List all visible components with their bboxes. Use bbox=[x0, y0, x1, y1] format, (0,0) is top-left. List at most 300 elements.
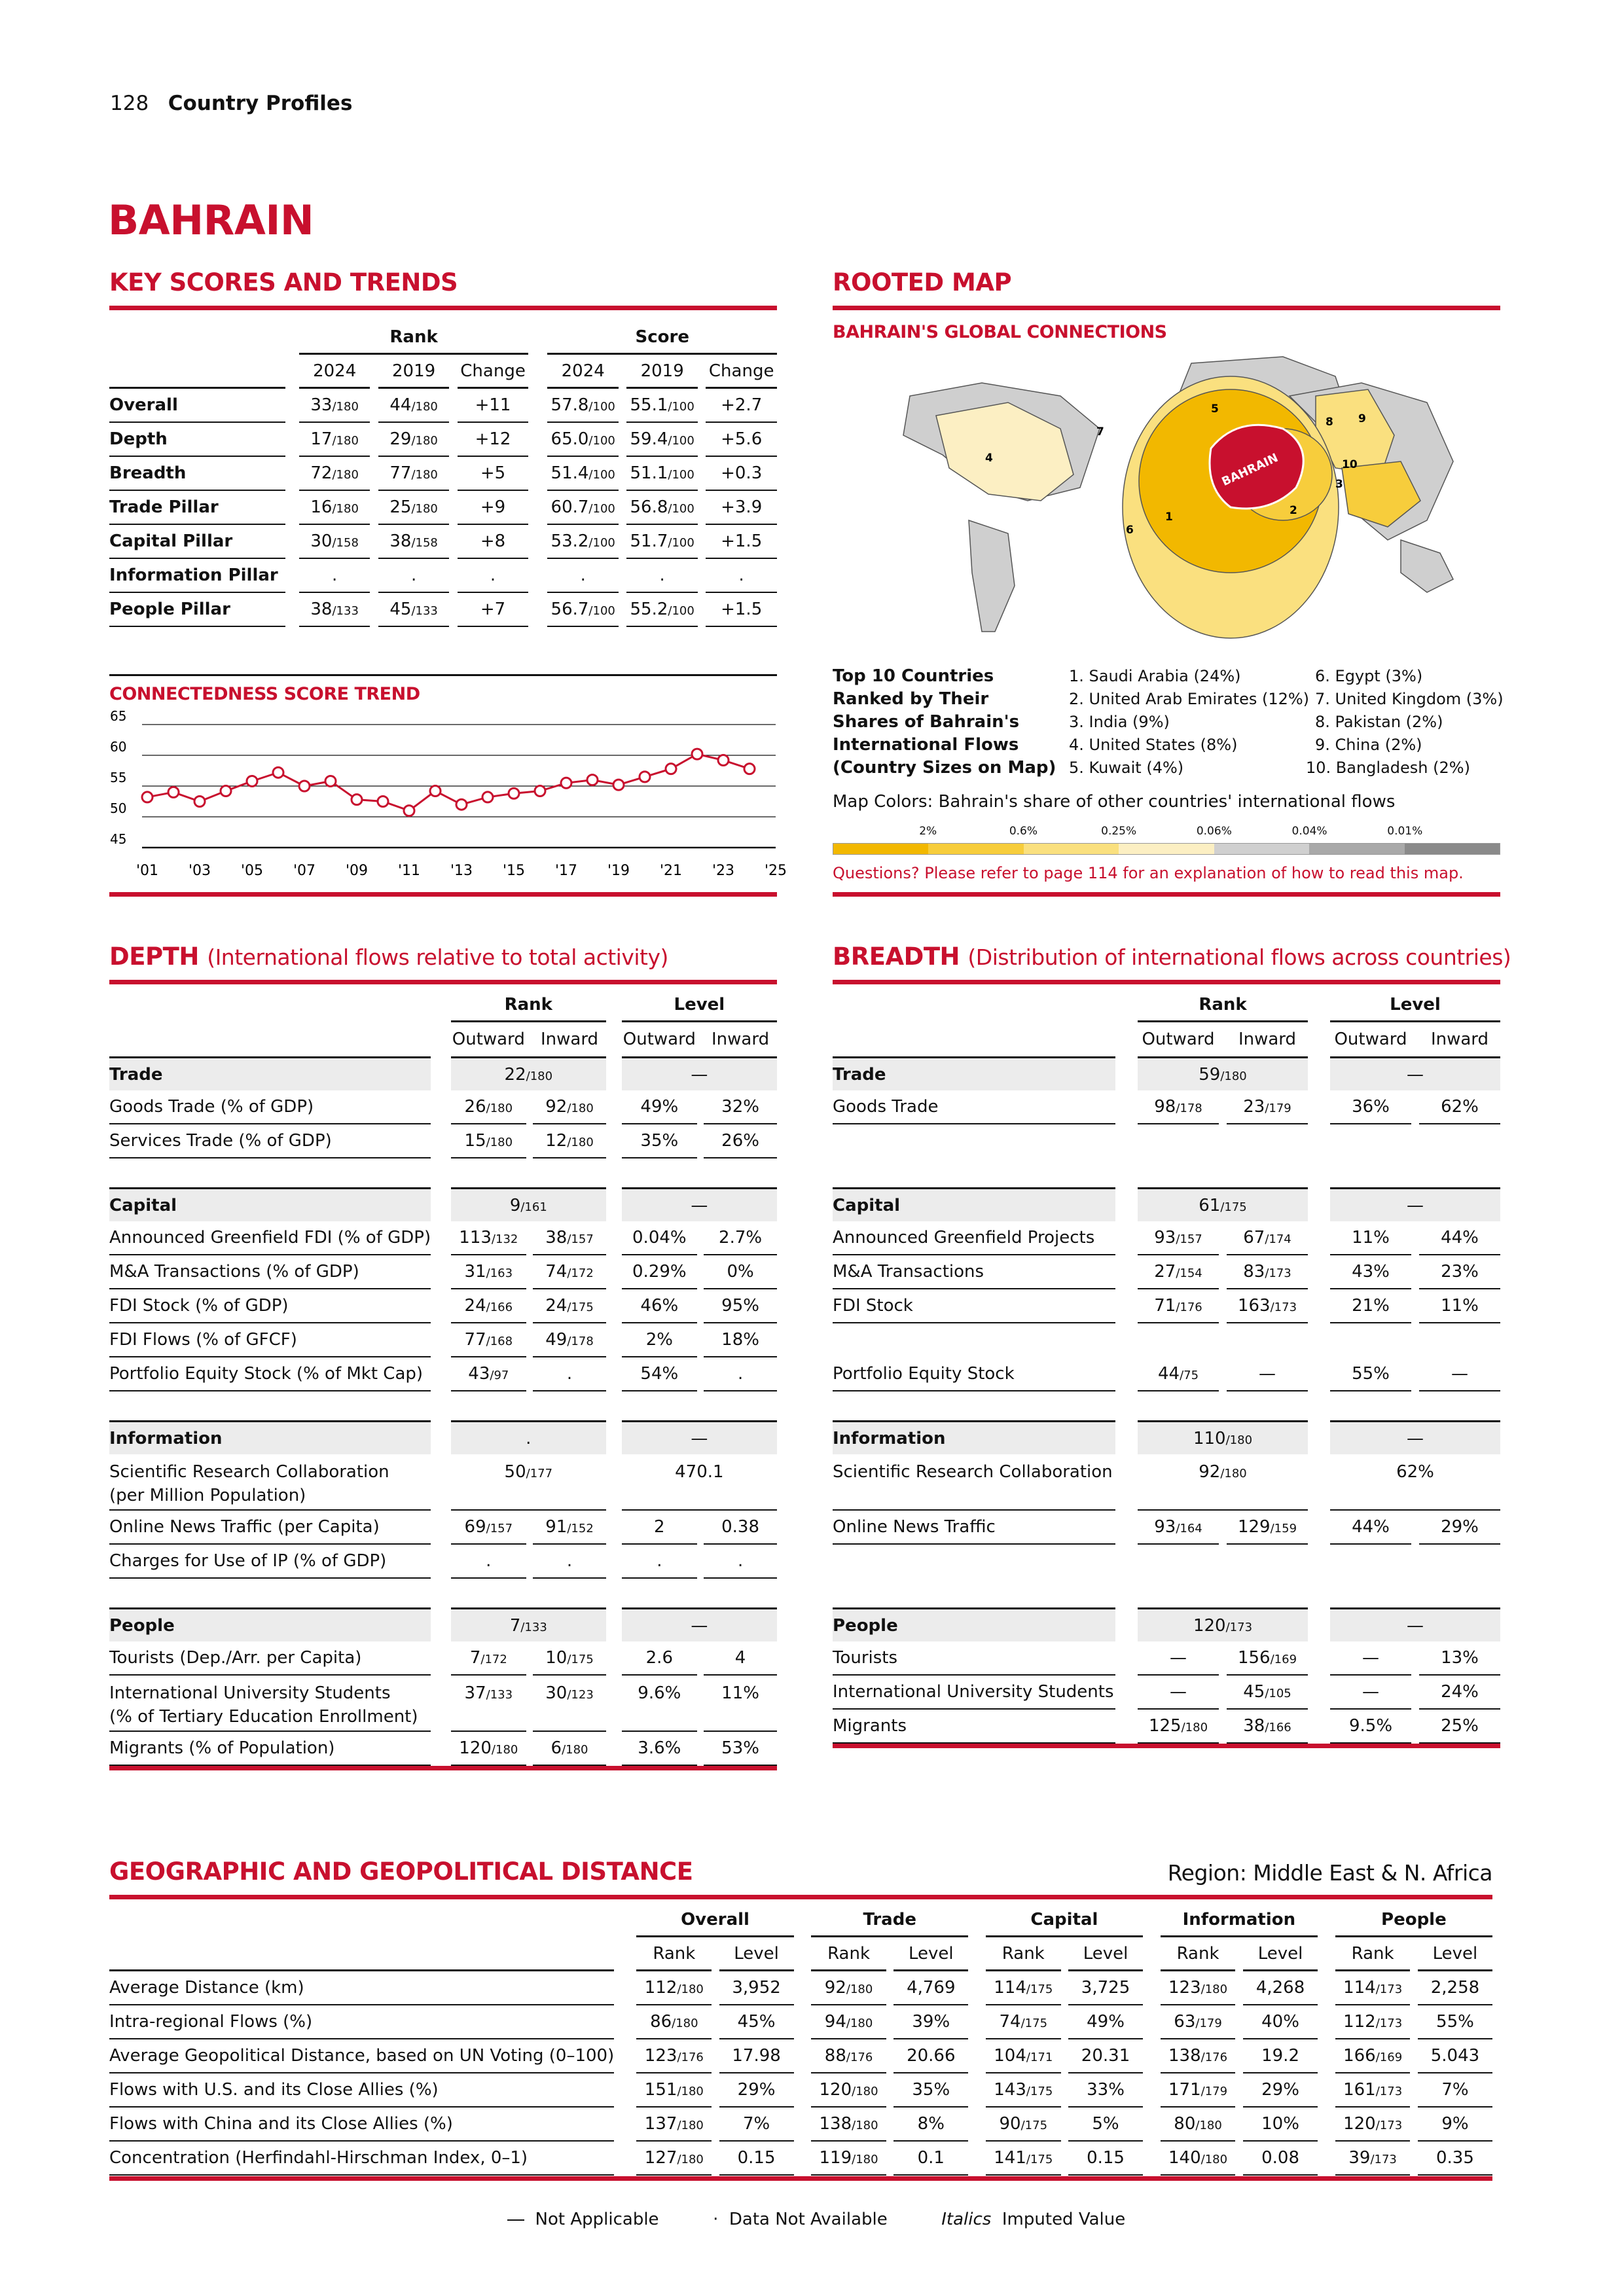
map-title: ROOTED MAP bbox=[833, 268, 1012, 296]
depth-outward-rank-value: . bbox=[486, 1551, 492, 1571]
key-score-2024-value: 57.8 bbox=[550, 395, 589, 415]
geo-row-label: Concentration (Herfindahl-Hirschman Index, 0–1) bbox=[109, 2142, 614, 2176]
geo-rank-denominator: /179 bbox=[1200, 2085, 1228, 2098]
geo-bar-bottom bbox=[109, 2176, 1492, 2181]
geo-rank-value: 92 bbox=[824, 1978, 846, 1998]
depth-col-header: Inward bbox=[712, 1030, 770, 1049]
depth-metric-label: Goods Trade (% of GDP) bbox=[109, 1090, 431, 1124]
depth-inward-rank-value: . bbox=[566, 1364, 573, 1384]
key-score-2024 bbox=[547, 593, 618, 627]
geo-group-header: Overall bbox=[636, 1903, 793, 1937]
depth-outward-rank-value: 7 bbox=[469, 1648, 481, 1668]
x-tick-label: '15 bbox=[502, 863, 526, 879]
y-tick-label: 60 bbox=[110, 739, 127, 755]
breadth-col-header: Outward bbox=[1334, 1030, 1407, 1049]
depth-metric-row bbox=[109, 1289, 777, 1323]
trend-point bbox=[378, 797, 388, 807]
key-rank-2024 bbox=[299, 423, 370, 457]
key-rank-2019-denominator: /180 bbox=[411, 400, 438, 414]
geo-rank-denominator: /180 bbox=[846, 1982, 873, 1996]
geo-level: 40% bbox=[1243, 2005, 1318, 2039]
trend-point bbox=[142, 792, 153, 802]
geo-col-rank: Rank bbox=[811, 1937, 886, 1971]
geo-bar bbox=[109, 1895, 1492, 1899]
depth-people-row bbox=[109, 1607, 777, 1641]
key-row bbox=[109, 559, 777, 593]
trend-point bbox=[561, 778, 571, 788]
geo-level: 9% bbox=[1418, 2108, 1492, 2142]
breadth-inward-level: 24% bbox=[1419, 1676, 1500, 1710]
breadth-inward-rank-value: 156 bbox=[1237, 1648, 1271, 1668]
depth-capital-rank bbox=[451, 1187, 606, 1221]
metric-label-line-1: Scientific Research Collaboration bbox=[833, 1462, 1113, 1482]
depth-outward-rank bbox=[451, 1221, 526, 1255]
depth-outward-rank-value: 120 bbox=[459, 1738, 492, 1758]
depth-outward-rank-denominator: /132 bbox=[491, 1232, 518, 1246]
key-score-2019 bbox=[626, 423, 697, 457]
depth-col-header: Inward bbox=[540, 1030, 599, 1049]
depth-people-rank bbox=[451, 1607, 606, 1641]
map-bar bbox=[833, 306, 1500, 310]
depth-metric-row bbox=[109, 1090, 777, 1124]
depth-metric-label: Migrants (% of Population) bbox=[109, 1732, 431, 1766]
x-tick-label: '11 bbox=[397, 863, 421, 879]
geo-row-label: Average Distance (km) bbox=[109, 1971, 614, 2005]
breadth-outward-rank bbox=[1138, 1289, 1219, 1323]
key-score-2024-denominator: /100 bbox=[588, 434, 615, 448]
geo-level: 39% bbox=[893, 2005, 968, 2039]
geo-rank-value: 140 bbox=[1168, 2148, 1201, 2168]
depth-inward-level: . bbox=[704, 1545, 777, 1579]
geo-rank-denominator: /180 bbox=[1200, 1982, 1228, 1996]
key-score-2019-denominator: /100 bbox=[668, 400, 695, 414]
top10-list-right bbox=[1306, 665, 1504, 780]
key-score-2024 bbox=[547, 457, 618, 491]
depth-rank-header: Rank bbox=[451, 988, 606, 1022]
breadth-metric-label: International University Students bbox=[833, 1676, 1115, 1710]
geo-rank-denominator: /180 bbox=[1200, 2153, 1228, 2166]
breadth-research-rank-value: 92 bbox=[1199, 1462, 1221, 1482]
depth-metric-row bbox=[109, 1323, 777, 1357]
depth-outward-level: 3.6% bbox=[622, 1732, 697, 1766]
trend-bar bbox=[109, 892, 777, 897]
key-score-2024-value: 65.0 bbox=[550, 429, 589, 449]
breadth-level-header: Level bbox=[1330, 988, 1500, 1022]
geo-row bbox=[109, 2039, 1492, 2073]
geo-rank-denominator: /176 bbox=[846, 2051, 873, 2064]
key-score-change: +1.5 bbox=[706, 593, 777, 627]
depth-title bbox=[109, 942, 668, 971]
depth-inward-rank-value: 38 bbox=[545, 1228, 568, 1247]
geo-rank bbox=[636, 2108, 712, 2142]
breadth-outward-rank bbox=[1138, 1641, 1219, 1676]
color-scale-label: 0.25% bbox=[1101, 825, 1137, 838]
depth-inward-rank bbox=[533, 1641, 606, 1676]
geo-col-level: Level bbox=[719, 1937, 794, 1971]
key-scores-bar bbox=[109, 306, 777, 310]
key-row bbox=[109, 593, 777, 627]
depth-outward-rank-value: 113 bbox=[459, 1228, 492, 1247]
depth-outward-rank bbox=[451, 1732, 526, 1766]
y-tick-label: 55 bbox=[110, 770, 127, 785]
breadth-outward-rank-value: 93 bbox=[1154, 1228, 1176, 1247]
metric-label-line-1: International University Students bbox=[109, 1683, 391, 1703]
color-scale-swatch bbox=[928, 844, 1023, 854]
key-score-change: +5.6 bbox=[706, 423, 777, 457]
breadth-metric-row bbox=[833, 1289, 1500, 1323]
geo-title: GEOGRAPHIC AND GEOPOLITICAL DISTANCE bbox=[109, 1857, 693, 1886]
depth-metric-row bbox=[109, 1454, 777, 1511]
geo-rank bbox=[1161, 2039, 1236, 2073]
depth-outward-rank-value: 31 bbox=[464, 1262, 486, 1282]
geo-level: 55% bbox=[1418, 2005, 1492, 2039]
geo-row bbox=[109, 2142, 1492, 2176]
metric-label-line-1: Scientific Research Collaboration bbox=[109, 1462, 389, 1482]
key-col-header: Change bbox=[706, 355, 777, 389]
trend-point bbox=[430, 786, 441, 797]
breadth-outward-level: 36% bbox=[1330, 1090, 1411, 1124]
y-tick-label: 50 bbox=[110, 800, 127, 816]
depth-inward-rank-denominator: /172 bbox=[567, 1266, 594, 1280]
geo-rank bbox=[1335, 2005, 1411, 2039]
depth-outward-rank-denominator: /97 bbox=[490, 1369, 509, 1382]
depth-inward-rank-value: 91 bbox=[545, 1517, 568, 1537]
depth-metric-label: Announced Greenfield FDI (% of GDP) bbox=[109, 1221, 431, 1255]
legend-not-available: Data Not Available bbox=[729, 2210, 888, 2229]
breadth-inward-rank-value: 45 bbox=[1243, 1682, 1265, 1702]
breadth-col-header: Inward bbox=[1430, 1030, 1489, 1049]
depth-metric-label: Portfolio Equity Stock (% of Mkt Cap) bbox=[109, 1357, 431, 1391]
breadth-outward-rank-value: 44 bbox=[1157, 1364, 1180, 1384]
key-score-2024-value: 56.7 bbox=[550, 600, 589, 619]
depth-outward-rank bbox=[451, 1641, 526, 1676]
depth-inward-rank-value: 24 bbox=[545, 1296, 568, 1316]
x-tick-label: '01 bbox=[135, 863, 159, 879]
key-rank-change: . bbox=[458, 559, 528, 593]
geo-rank-denominator: /175 bbox=[1020, 2119, 1048, 2132]
geo-level: 4,769 bbox=[893, 1971, 968, 2005]
breadth-inward-rank bbox=[1227, 1511, 1308, 1545]
breadth-inward-rank bbox=[1227, 1289, 1308, 1323]
page-number: 128 bbox=[110, 92, 149, 115]
depth-capital-rank-denominator: /161 bbox=[520, 1200, 547, 1214]
geo-rank-denominator: /175 bbox=[1020, 2017, 1048, 2030]
breadth-outward-rank-value: — bbox=[1170, 1682, 1187, 1702]
depth-metric-label bbox=[109, 1676, 431, 1732]
geo-row-label: Intra-regional Flows (%) bbox=[109, 2005, 614, 2039]
breadth-outward-rank bbox=[1138, 1357, 1219, 1391]
trend-chart bbox=[98, 708, 787, 880]
x-tick-label: '07 bbox=[293, 863, 316, 879]
depth-inward-rank bbox=[533, 1124, 606, 1158]
depth-people-rank-denominator: /133 bbox=[520, 1620, 547, 1634]
trend-point bbox=[325, 776, 336, 786]
top10-label bbox=[833, 665, 1056, 780]
breadth-people-rank bbox=[1138, 1607, 1308, 1641]
trend-point bbox=[247, 776, 257, 786]
key-rank-2019-value: . bbox=[410, 565, 417, 585]
geo-level: 7% bbox=[1418, 2073, 1492, 2108]
key-rank-2019 bbox=[378, 423, 449, 457]
key-score-2019 bbox=[626, 389, 697, 423]
geo-rank-value: 120 bbox=[819, 2080, 852, 2100]
key-rank-2019-denominator: /180 bbox=[411, 502, 438, 516]
geo-rank-value: 143 bbox=[994, 2080, 1026, 2100]
depth-information-rank bbox=[451, 1420, 606, 1454]
geo-rank bbox=[811, 2039, 886, 2073]
breadth-inward-rank-denominator: /179 bbox=[1265, 1102, 1291, 1115]
geo-rank-value: 86 bbox=[650, 2012, 672, 2032]
x-tick-label: '25 bbox=[764, 863, 787, 879]
geo-rank bbox=[1335, 1971, 1411, 2005]
geo-rank bbox=[1335, 2142, 1411, 2176]
depth-outward-rank bbox=[451, 1289, 526, 1323]
depth-inward-level: 2.7% bbox=[704, 1221, 777, 1255]
depth-metric-row bbox=[109, 1255, 777, 1289]
top10-item-10: 10. Bangladesh (2%) bbox=[1306, 759, 1470, 777]
top10-item-2: 2. United Arab Emirates (12%) bbox=[1069, 690, 1310, 708]
trend-line bbox=[147, 754, 749, 810]
depth-outward-rank-value: 24 bbox=[464, 1296, 486, 1316]
depth-inward-rank-denominator: /180 bbox=[562, 1743, 588, 1757]
depth-metric-label bbox=[109, 1454, 431, 1511]
breadth-outward-rank-denominator: /178 bbox=[1176, 1102, 1202, 1115]
section-name: Country Profiles bbox=[168, 92, 353, 115]
breadth-metric-row bbox=[833, 1710, 1500, 1744]
breadth-outward-rank-denominator: /154 bbox=[1176, 1266, 1202, 1280]
breadth-metric-row bbox=[833, 1221, 1500, 1255]
depth-outward-rank bbox=[451, 1357, 526, 1391]
geo-rank bbox=[636, 2005, 712, 2039]
geo-rank-value: 137 bbox=[644, 2114, 677, 2134]
breadth-trade-rank-denominator: /180 bbox=[1220, 1069, 1247, 1083]
breadth-outward-rank bbox=[1138, 1090, 1219, 1124]
geo-rank-denominator: /180 bbox=[677, 2153, 704, 2166]
geo-rank-value: 123 bbox=[644, 2046, 677, 2066]
geo-rank bbox=[811, 2108, 886, 2142]
depth-metric-row bbox=[109, 1732, 777, 1766]
key-row-label: Depth bbox=[109, 423, 285, 457]
geo-level: 5.043 bbox=[1418, 2039, 1492, 2073]
depth-trade-rank bbox=[451, 1056, 606, 1090]
key-rank-2024-value: . bbox=[332, 565, 338, 585]
depth-people-label: People bbox=[109, 1607, 431, 1641]
color-scale-label: 0.01% bbox=[1387, 825, 1423, 838]
depth-inward-level: 53% bbox=[704, 1732, 777, 1766]
geo-rank-denominator: /180 bbox=[852, 2119, 878, 2132]
geo-rank-value: 166 bbox=[1343, 2046, 1376, 2066]
geo-rank bbox=[811, 1971, 886, 2005]
breadth-metric-label: M&A Transactions bbox=[833, 1255, 1115, 1289]
depth-research-rank-denominator: /177 bbox=[526, 1467, 553, 1480]
key-row bbox=[109, 389, 777, 423]
metric-label-line-2: (per Million Population) bbox=[109, 1486, 306, 1505]
breadth-outward-rank-denominator: /75 bbox=[1180, 1369, 1199, 1382]
geo-rank-denominator: /180 bbox=[672, 2017, 698, 2030]
key-score-2019-denominator: /100 bbox=[668, 536, 695, 550]
breadth-inward-rank-denominator: /173 bbox=[1270, 1300, 1297, 1314]
depth-inward-rank-value: 49 bbox=[545, 1330, 568, 1350]
key-row-label: Overall bbox=[109, 389, 285, 423]
top10-item-6: 6. Egypt (3%) bbox=[1315, 667, 1423, 685]
key-rank-2024 bbox=[299, 559, 370, 593]
depth-level-header: Level bbox=[622, 988, 777, 1022]
key-rank-2024 bbox=[299, 593, 370, 627]
key-rank-2024-denominator: /180 bbox=[332, 468, 359, 482]
breadth-outward-rank bbox=[1138, 1710, 1219, 1744]
breadth-inward-rank bbox=[1227, 1090, 1308, 1124]
geo-rank-value: 171 bbox=[1168, 2080, 1201, 2100]
geo-rank bbox=[811, 2005, 886, 2039]
breadth-outward-rank-denominator: /164 bbox=[1176, 1522, 1202, 1535]
geo-rank-denominator: /179 bbox=[1195, 2017, 1222, 2030]
map-subtitle: BAHRAIN'S GLOBAL CONNECTIONS bbox=[833, 322, 1167, 342]
key-rank-2024 bbox=[299, 491, 370, 525]
depth-metric-row bbox=[109, 1357, 777, 1391]
breadth-people-label: People bbox=[833, 1607, 1115, 1641]
breadth-bar bbox=[833, 980, 1500, 984]
breadth-inward-level: 25% bbox=[1419, 1710, 1500, 1744]
breadth-outward-rank-value: 27 bbox=[1154, 1262, 1176, 1282]
breadth-information-level: — bbox=[1330, 1420, 1500, 1454]
geo-rank-denominator: /180 bbox=[677, 2085, 704, 2098]
key-score-2024 bbox=[547, 491, 618, 525]
map-number-1: 1 bbox=[1165, 511, 1173, 524]
depth-metric-label: Online News Traffic (per Capita) bbox=[109, 1511, 431, 1545]
breadth-inward-rank bbox=[1227, 1710, 1308, 1744]
depth-information-label: Information bbox=[109, 1420, 431, 1454]
score-group-header: Score bbox=[547, 321, 777, 355]
top10-label-line-1: Top 10 Countries bbox=[833, 666, 994, 686]
key-score-2024 bbox=[547, 559, 618, 593]
geo-rank-denominator: /180 bbox=[677, 2119, 704, 2132]
depth-capital-label: Capital bbox=[109, 1187, 431, 1221]
depth-information-row bbox=[109, 1420, 777, 1454]
geo-rank bbox=[1161, 2005, 1236, 2039]
geo-rank-denominator: /173 bbox=[1375, 1982, 1403, 1996]
breadth-metric-row bbox=[833, 1511, 1500, 1545]
depth-inward-rank-denominator: /123 bbox=[567, 1688, 594, 1702]
color-scale-label: 0.6% bbox=[1009, 825, 1038, 838]
depth-inward-rank-denominator: /180 bbox=[567, 1136, 594, 1149]
geo-rank-denominator: /180 bbox=[677, 1982, 704, 1996]
x-tick-label: '19 bbox=[607, 863, 630, 879]
breadth-inward-level: 62% bbox=[1419, 1090, 1500, 1124]
breadth-outward-level: 44% bbox=[1330, 1511, 1411, 1545]
depth-inward-rank-denominator: /180 bbox=[567, 1102, 594, 1115]
bahrain-map-label: BAHRAIN bbox=[1219, 450, 1280, 490]
key-rank-2024 bbox=[299, 457, 370, 491]
color-scale-labels bbox=[833, 825, 1500, 840]
depth-inward-rank-denominator: /152 bbox=[567, 1522, 594, 1535]
breadth-outward-rank-value: 93 bbox=[1154, 1517, 1176, 1537]
trend-point bbox=[168, 787, 179, 797]
key-row bbox=[109, 525, 777, 559]
depth-trade-level: — bbox=[622, 1056, 777, 1090]
depth-inward-rank-value: 92 bbox=[545, 1097, 568, 1117]
key-rank-change: +8 bbox=[458, 525, 528, 559]
geo-rank-value: 120 bbox=[1343, 2114, 1376, 2134]
map-number-8: 8 bbox=[1326, 416, 1333, 429]
key-score-2019 bbox=[626, 491, 697, 525]
trend-point bbox=[692, 749, 702, 759]
depth-trade-rank-value: 22 bbox=[504, 1064, 526, 1085]
geo-rank-value: 119 bbox=[819, 2148, 852, 2168]
geo-row bbox=[109, 2005, 1492, 2039]
x-tick-label: '03 bbox=[188, 863, 211, 879]
breadth-outward-rank-denominator: /157 bbox=[1176, 1232, 1202, 1246]
breadth-trade-row bbox=[833, 1056, 1500, 1090]
key-score-2019-value: 55.1 bbox=[630, 395, 668, 415]
depth-outward-rank bbox=[451, 1545, 526, 1579]
key-rank-2019 bbox=[378, 525, 449, 559]
breadth-outward-rank-value: 71 bbox=[1154, 1296, 1176, 1316]
legend bbox=[507, 2210, 1125, 2229]
geo-col-level: Level bbox=[1243, 1937, 1318, 1971]
color-scale-bar bbox=[833, 843, 1500, 855]
color-scale-swatch bbox=[1214, 844, 1309, 854]
breadth-inward-rank-value: 129 bbox=[1237, 1517, 1271, 1537]
key-score-change: +3.9 bbox=[706, 491, 777, 525]
key-score-2019-denominator: /100 bbox=[668, 468, 695, 482]
breadth-rank-header: Rank bbox=[1138, 988, 1308, 1022]
key-row bbox=[109, 457, 777, 491]
key-score-2024-value: 53.2 bbox=[550, 531, 589, 551]
map-number-3: 3 bbox=[1335, 478, 1343, 491]
breadth-people-rank-value: 120 bbox=[1193, 1615, 1226, 1636]
key-rank-2024-value: 72 bbox=[310, 463, 333, 483]
legend-not-applicable: Not Applicable bbox=[535, 2210, 659, 2229]
geo-rank-value: 74 bbox=[999, 2012, 1021, 2032]
color-scale-swatch bbox=[833, 844, 928, 854]
metric-label-line-2: (% of Tertiary Education Enrollment) bbox=[109, 1707, 418, 1727]
breadth-outward-level: — bbox=[1330, 1676, 1411, 1710]
trend-point bbox=[587, 775, 598, 785]
trend-point bbox=[718, 755, 729, 766]
geo-level: 29% bbox=[719, 2073, 794, 2108]
depth-inward-level: 95% bbox=[704, 1289, 777, 1323]
breadth-metric-label: Portfolio Equity Stock bbox=[833, 1357, 1115, 1391]
breadth-metric-row bbox=[833, 1255, 1500, 1289]
trend-point bbox=[666, 764, 676, 774]
geo-rank-value: 123 bbox=[1168, 1978, 1201, 1998]
geo-rank bbox=[636, 1971, 712, 2005]
geo-rank-value: 90 bbox=[999, 2114, 1021, 2134]
depth-inward-level: 4 bbox=[704, 1641, 777, 1676]
breadth-capital-label: Capital bbox=[833, 1187, 1115, 1221]
breadth-outward-rank-denominator: /180 bbox=[1181, 1721, 1208, 1734]
geo-level: 0.15 bbox=[1068, 2142, 1143, 2176]
depth-metric-label: M&A Transactions (% of GDP) bbox=[109, 1255, 431, 1289]
key-col-header: 2024 bbox=[547, 355, 618, 389]
geo-group-header: Capital bbox=[986, 1903, 1143, 1937]
color-scale-swatch bbox=[1309, 844, 1404, 854]
x-tick-label: '17 bbox=[554, 863, 578, 879]
geo-rank-value: 114 bbox=[994, 1978, 1026, 1998]
depth-outward-level: 54% bbox=[622, 1357, 697, 1391]
key-rank-2019-value: 38 bbox=[389, 531, 412, 551]
breadth-metric-label: Goods Trade bbox=[833, 1090, 1115, 1124]
depth-metric-label: FDI Stock (% of GDP) bbox=[109, 1289, 431, 1323]
key-score-2019-value: 51.7 bbox=[630, 531, 668, 551]
depth-outward-rank bbox=[451, 1676, 526, 1732]
map-number-7: 7 bbox=[1096, 425, 1104, 439]
breadth-trade-label: Trade bbox=[833, 1056, 1115, 1090]
key-col-header: 2024 bbox=[299, 355, 370, 389]
depth-outward-rank-denominator: /133 bbox=[486, 1688, 513, 1702]
geo-rank bbox=[986, 2073, 1061, 2108]
key-row-label: Information Pillar bbox=[109, 559, 285, 593]
